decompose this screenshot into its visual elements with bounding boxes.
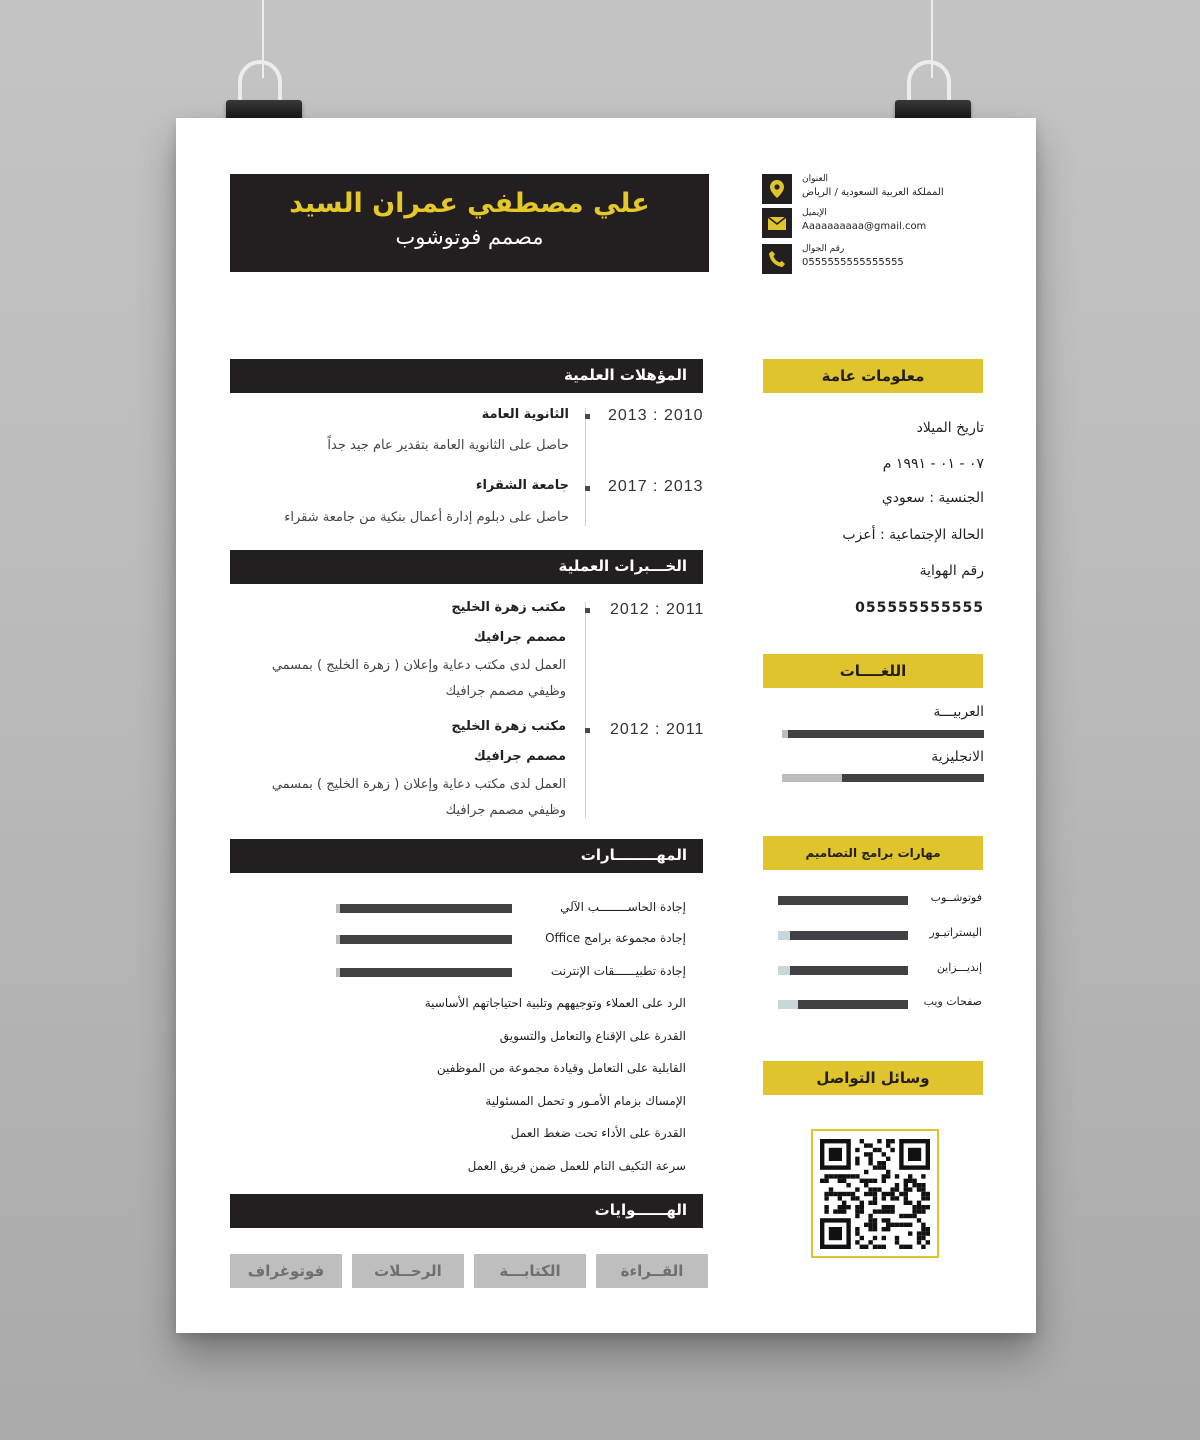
skill-label: إجادة تطبيــــــقات الإنترنت [550, 964, 686, 978]
name-header [230, 174, 709, 272]
job-title: مصمم فوتوشوب [395, 225, 544, 249]
education-text: حاصل على الثانوية العامة بتقدير عام جيد جداً [327, 438, 569, 453]
birth-date-label: تاريخ الميلاد [916, 420, 984, 436]
software-row [776, 995, 982, 1015]
birth-date-value: ٠٧ - ٠١ - ١٩٩١ م [882, 456, 984, 472]
education-title: الثانوية العامة [481, 407, 569, 422]
skill-rated-row [336, 931, 706, 951]
hobby-tag: فوتوغراف [230, 1254, 342, 1288]
location-pin-icon [762, 174, 792, 204]
address-value: المملكة العربية السعودية / الرياض [802, 187, 944, 198]
timeline-dot [585, 608, 590, 613]
experience-desc: وظيفي مصمم جرافيك [445, 684, 566, 699]
experience-role: مصمم جرافيك [473, 630, 566, 645]
experience-heading-bar [230, 550, 709, 584]
education-title: جامعة الشقراء [475, 478, 569, 493]
software-row [776, 926, 982, 946]
skills-heading-bar [230, 839, 709, 873]
software-label: إنديـــزاين [936, 961, 982, 974]
software-row [776, 961, 982, 981]
hobbies-heading: الهــــــوايات [594, 1201, 687, 1219]
timeline-dot [585, 486, 590, 491]
language-bar-fill [788, 730, 984, 738]
id-number-label: رقم الهواية [919, 563, 984, 579]
contact-phone [762, 244, 1012, 278]
marital-status: الحالة الإجتماعية : أعزب [842, 527, 984, 543]
skill-item: الإمساك بزمام الأمـور و تحمل المسئولية [485, 1094, 686, 1108]
education-years: 2013 : 2017 [608, 478, 704, 495]
experience-desc: العمل لدى مكتب دعاية وإعلان ( زهرة الخليج ) بمسمي [271, 777, 566, 792]
skill-item: الرد على العملاء وتوجيههم وتلبية احتياجاتهم الأساسية [424, 996, 686, 1010]
experience-heading: الخـــبرات العملية [558, 557, 687, 575]
education-text: حاصل على دبلوم إدارة أعمال بنكية من جامعة شقراء [284, 510, 569, 525]
languages-heading: اللغــــات [763, 654, 983, 688]
phone-icon [762, 244, 792, 274]
timeline-dot [585, 414, 590, 419]
id-number-value: 055555555555 [855, 600, 984, 616]
resume-page [176, 118, 1036, 1333]
software-bar-fill [778, 896, 908, 905]
software-row [776, 891, 982, 911]
skill-bar-fill [340, 904, 512, 913]
experience-years: 2011 : 2012 [610, 721, 705, 738]
experience-desc: وظيفي مصمم جرافيك [445, 803, 566, 818]
skill-item: القدرة على الإقناع والتعامل والتسويق [499, 1029, 686, 1043]
language-label: العربيـــة [933, 704, 984, 720]
software-label: فوتوشــوب [930, 891, 982, 904]
envelope-icon [762, 208, 792, 238]
software-label: اليستراتيـور [929, 926, 982, 939]
timeline-dot [585, 728, 590, 733]
qr-code[interactable] [811, 1129, 939, 1258]
software-heading: مهارات برامج التصاميم [763, 836, 983, 870]
skill-label: إجادة مجموعة برامج Office [545, 931, 686, 945]
skill-bar-fill [340, 968, 512, 977]
experience-desc: العمل لدى مكتب دعاية وإعلان ( زهرة الخليج ) بمسمي [271, 658, 566, 673]
nationality: الجنسية : سعودي [881, 490, 984, 506]
software-label: صفحات ويب [923, 995, 982, 1008]
experience-role: مصمم جرافيك [473, 749, 566, 764]
skill-bar-fill [340, 935, 512, 944]
language-label: الانجليزية [931, 749, 984, 765]
hobby-tag: الكتابـــة [474, 1254, 586, 1288]
general-info-heading: معلومات عامة [763, 359, 983, 393]
skill-rated-row [336, 964, 706, 984]
email-label: الإيميل [802, 208, 827, 218]
hobby-tag: القــراءة [596, 1254, 708, 1288]
software-bar-fill [790, 966, 908, 975]
language-bar-fill [842, 774, 984, 782]
software-bar-track [778, 1000, 800, 1009]
address-label: العنوان [802, 174, 829, 184]
skill-item: القدرة على الأداء تحت ضغط العمل [510, 1126, 686, 1140]
skill-item: سرعة التكيف التام للعمل ضمن فريق العمل [467, 1159, 686, 1173]
education-years: 2010 : 2013 [608, 407, 704, 424]
education-heading-bar [230, 359, 709, 393]
skill-label: إجادة الحاســــــــب الآلي [560, 900, 686, 914]
education-heading: المؤهلات العلمية [564, 366, 687, 384]
experience-years: 2011 : 2012 [610, 601, 705, 618]
skill-item: القابلية على التعامل وقيادة مجموعة من الموظفين [436, 1061, 686, 1075]
person-name: علي مصطفي عمران السيد [289, 188, 650, 219]
hobby-tag: الرحــلات [352, 1254, 464, 1288]
contact-address [762, 174, 1012, 208]
software-bar-fill [798, 1000, 908, 1009]
qr-code-icon [820, 1139, 930, 1249]
software-bar-fill [790, 931, 908, 940]
phone-label: رقم الجوال [802, 244, 845, 254]
hobbies-heading-bar [230, 1194, 709, 1228]
email-value[interactable]: Aaaaaaaaaa@gmail.com [802, 221, 927, 232]
phone-value: 0555555555555555 [802, 257, 904, 268]
education-timeline [585, 408, 586, 526]
skills-heading: المهــــــــارات [580, 846, 687, 864]
experience-timeline [585, 602, 586, 818]
experience-company: مكتب زهرة الخليج [451, 719, 566, 734]
skill-rated-row [336, 900, 706, 920]
experience-company: مكتب زهرة الخليج [451, 600, 566, 615]
social-heading: وسائل التواصل [763, 1061, 983, 1095]
contact-email [762, 208, 1012, 242]
